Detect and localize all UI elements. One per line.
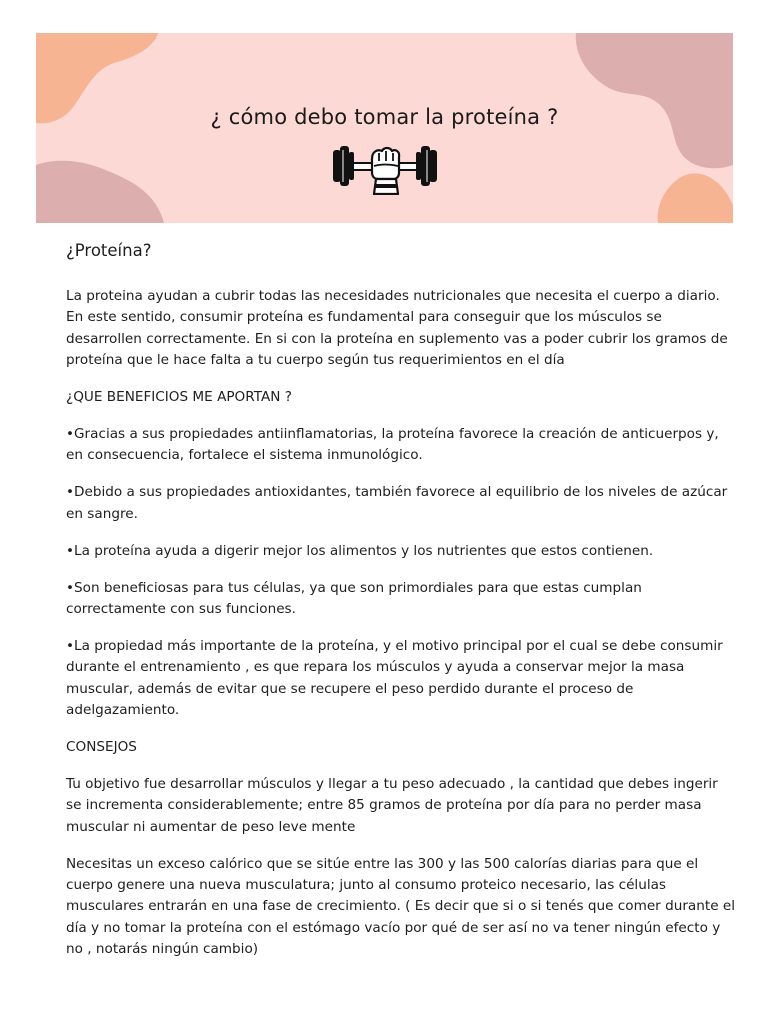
flexed-arm-dumbbell-icon bbox=[332, 139, 438, 195]
blob-bottom-left bbox=[36, 161, 164, 223]
tip-paragraph: Necesitas un exceso calórico que se sitúe entre las 300 y las 500 calorías diarias para que el cuerpo genere una nueva musculatura; junto al consumo proteico necesario, las células musculares entrarán en una fase de crecimiento. ( Es decir que si o si tenés que comer durante el día y no tomar la proteína con el estómago vacío por qué de ser así no va tener ningún efecto y no , notarás ningún cambio) bbox=[66, 855, 736, 958]
tip-paragraph: Tu objetivo fue desarrollar músculos y llegar a tu peso adecuado , la cantidad que debes ingerir se incrementa considerablemente; entre 85 gramos de proteína por día para no perder masa muscular ni aumentar de peso leve mente bbox=[66, 775, 718, 835]
tips-heading: CONSEJOS bbox=[66, 739, 137, 755]
blob-bottom-right bbox=[658, 173, 733, 223]
article-body bbox=[66, 238, 736, 976]
header-banner bbox=[36, 33, 733, 223]
benefits-heading: ¿QUE BENEFICIOS ME APORTAN ? bbox=[66, 389, 292, 406]
intro-paragraph: La proteina ayudan a cubrir todas las necesidades nutricionales que necesita el cuerpo a diario. En este sentido, consumir proteína es fundamental para conseguir que los músculos se desarrollen correctamente. En si con la proteína en suplemento vas a poder cubrir los gramos de proteína que le hace falta a tu cuerpo según tus requerimientos en el día bbox=[66, 288, 728, 369]
benefit-item: •La propiedad más importante de la proteína, y el motivo principal por el cual se debe consumir durante el entrenamiento , es que repara los músculos y ayuda a conservar mejor la masa muscular, además de evitar que se recupere el peso perdido durante el proceso de adelgazamiento. bbox=[66, 637, 723, 719]
benefit-item: •La proteína ayuda a digerir mejor los alimentos y los nutrientes que estos contienen. bbox=[66, 542, 654, 559]
blob-top-right bbox=[576, 33, 733, 168]
benefit-item: •Debido a sus propiedades antioxidantes, también favorece al equilibrio de los niveles de azúcar en sangre. bbox=[66, 484, 728, 522]
benefit-item: •Son beneficiosas para tus células, ya que son primordiales para que estas cumplan correctamente con sus funciones. bbox=[66, 579, 642, 617]
page-title: ¿ cómo debo tomar la proteína ? bbox=[210, 105, 559, 129]
section-heading: ¿Proteína? bbox=[66, 241, 152, 260]
benefit-item: •Gracias a sus propiedades antiinflamatorias, la proteína favorece la creación de anticuerpos y, en consecuencia, fortalece el sistema inmunológico. bbox=[66, 426, 719, 464]
